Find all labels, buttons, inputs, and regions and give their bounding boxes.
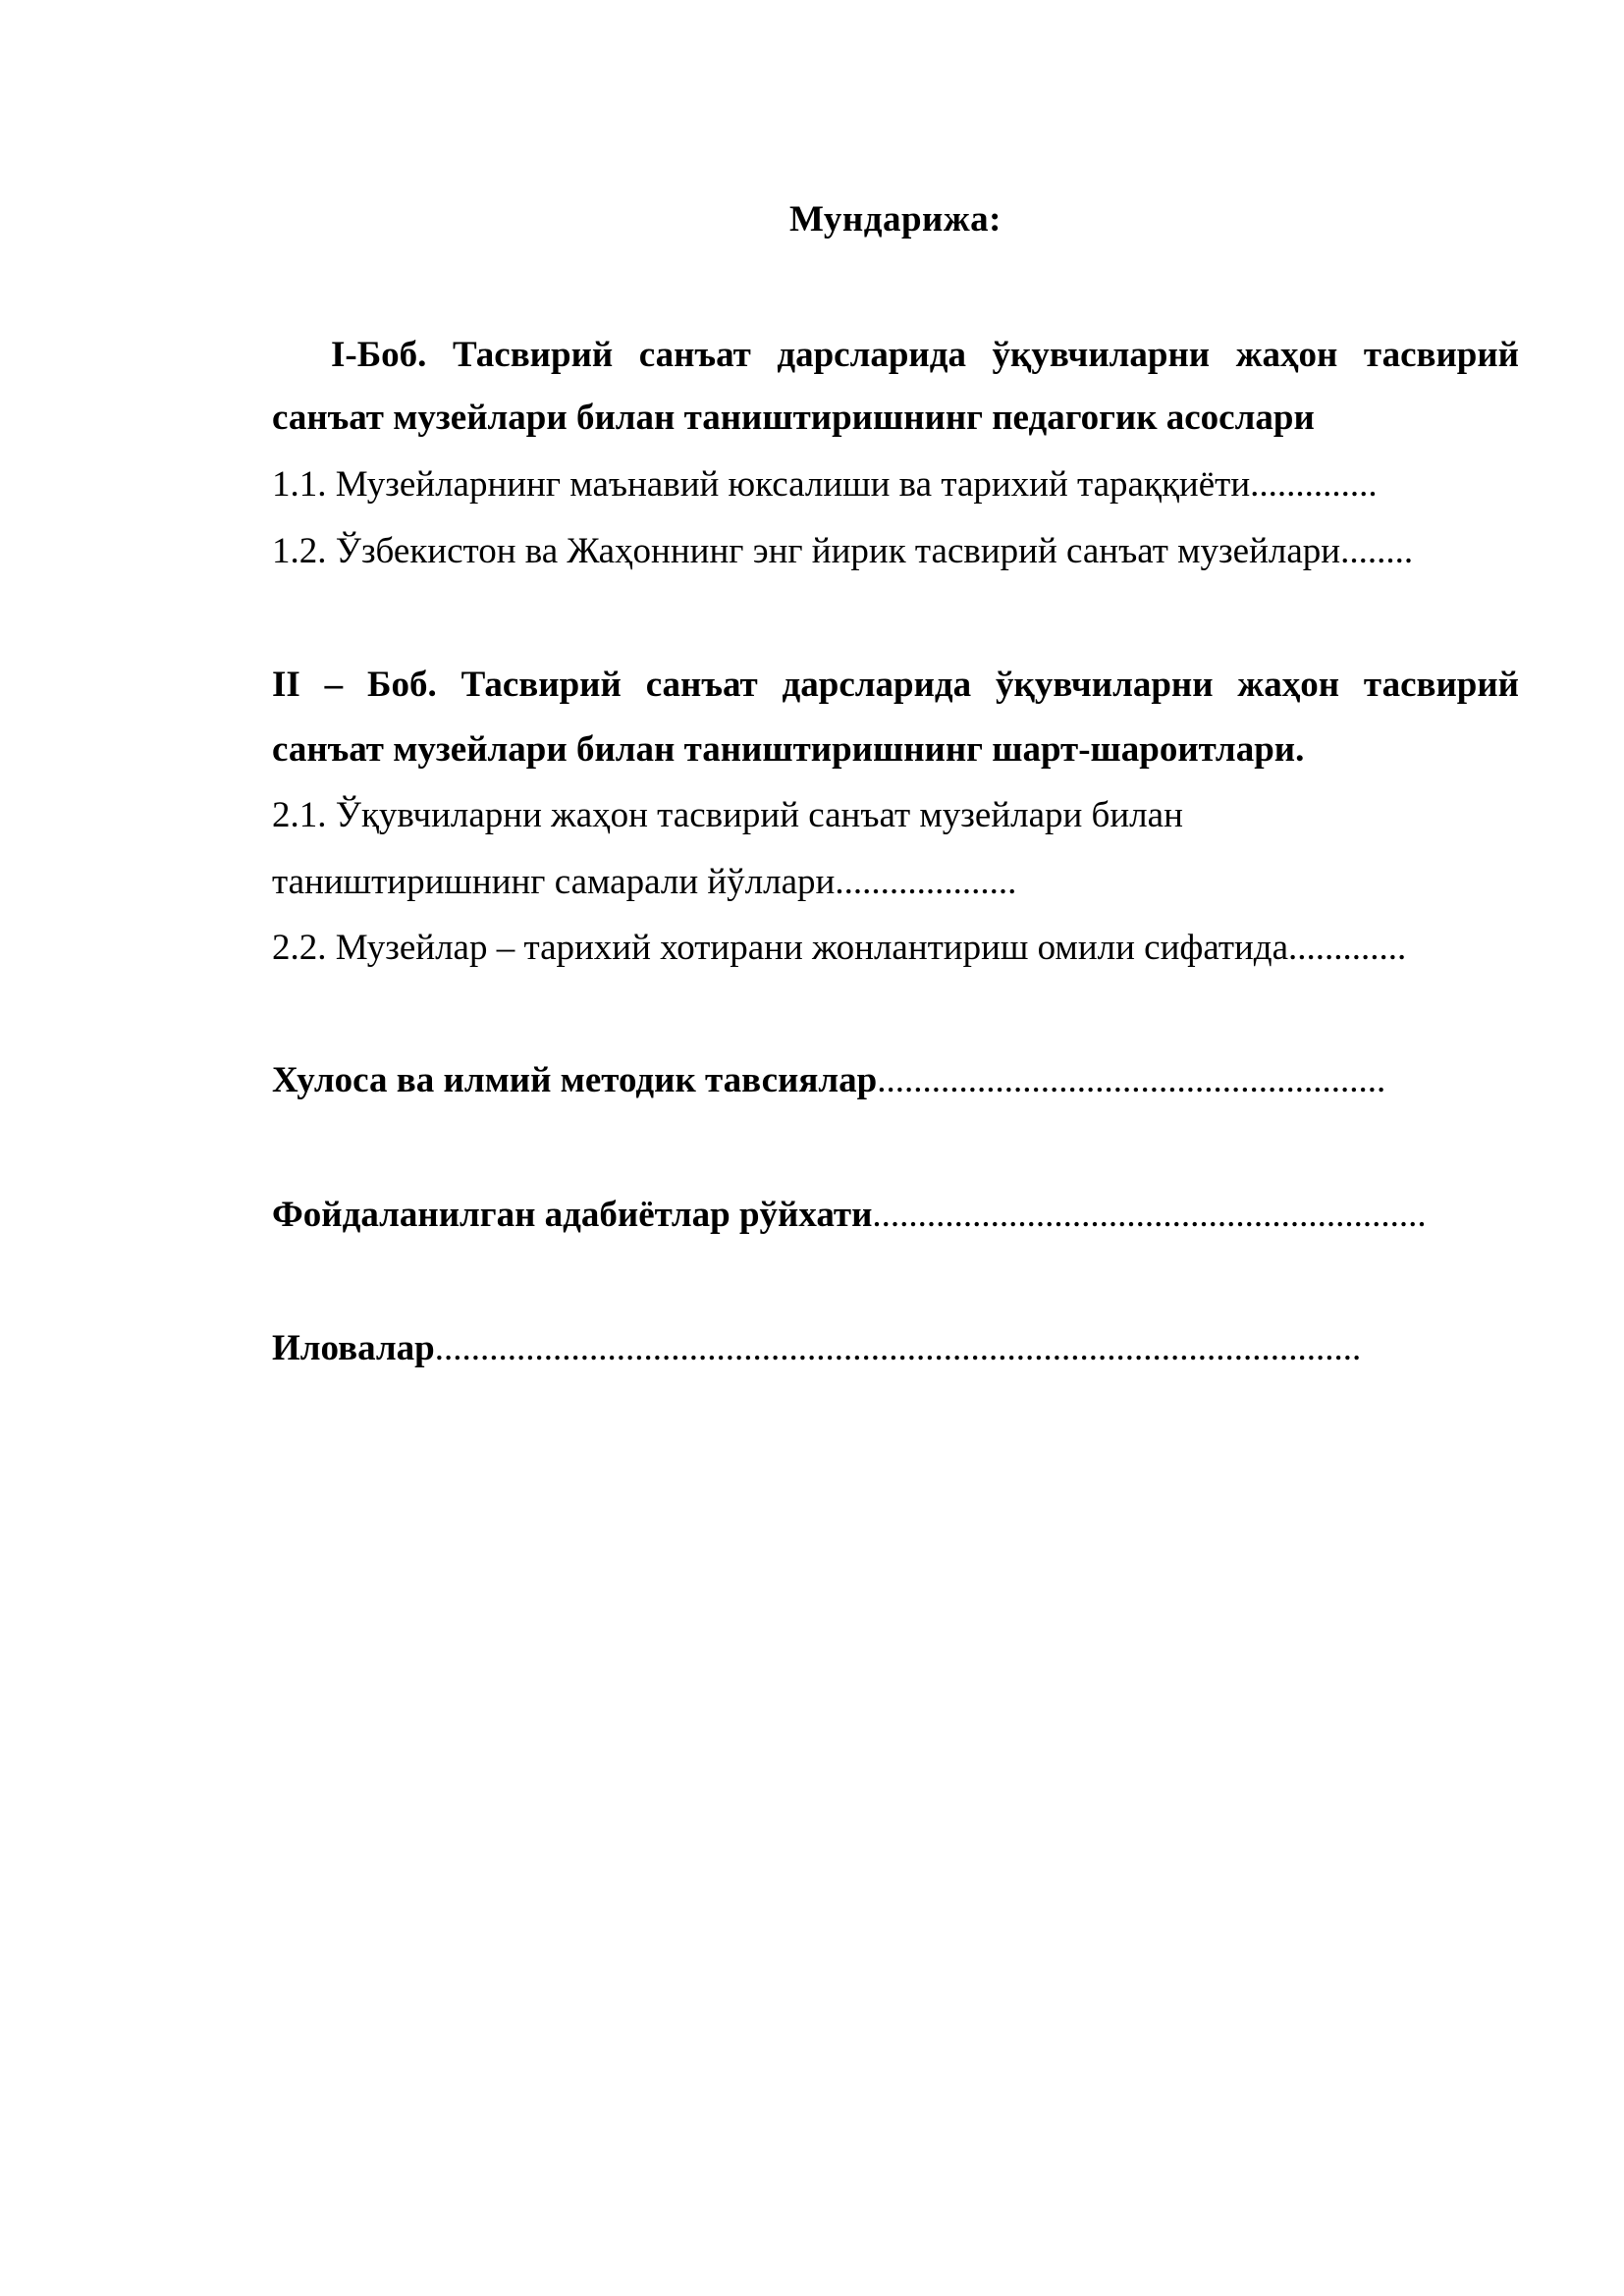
chapter1-heading-line2: санъат музейлари билан таништиришнинг педагогик асослари <box>272 398 1315 438</box>
toc-item-1-1: 1.1. Музейларнинг маънавий юксалиши ва тарихий тараққиёти.............. <box>272 464 1378 505</box>
toc-item-2-1-line1: 2.1. Ўқувчиларни жаҳон тасвирий санъат музейлари билан <box>272 795 1183 835</box>
appendix-label: Иловалар <box>272 1328 435 1368</box>
chapter2-heading-line1: II – Боб. Тасвирий санъат дарсларида ўқувчиларни жаҳон тасвирий <box>272 665 1519 705</box>
conclusion-label: Хулоса ва илмий методик тавсиялар <box>272 1060 878 1100</box>
conclusion-dots: ........................................................ <box>877 1060 1386 1100</box>
references-label: Фойдаланилган адабиётлар рўйхати <box>272 1195 873 1235</box>
toc-item-2-2: 2.2. Музейлар – тарихий хотирани жонлантириш омили сифатида............. <box>272 928 1407 968</box>
appendix-dots: ...................................................................................................... <box>434 1328 1362 1368</box>
toc-appendix <box>272 1325 1519 1372</box>
toc-item-2-1-line2: таништиришнинг самарали йўллари.................... <box>272 862 1017 902</box>
toc-references <box>272 1192 1519 1239</box>
page-title: Мундарижа: <box>788 199 1001 240</box>
chapter2-heading-line2: санъат музейлари билан таништиришнинг шарт-шароитлари. <box>272 729 1305 770</box>
toc-conclusion <box>272 1057 1519 1104</box>
toc-item-1-2: 1.2. Ўзбекистон ва Жаҳоннинг энг йирик тасвирий санъат музейлари........ <box>272 531 1414 571</box>
references-dots: ............................................................. <box>872 1195 1427 1235</box>
chapter1-heading-line1: I-Боб. Тасвирий санъат дарсларида ўқувчиларни жаҳон тасвирий <box>331 335 1519 375</box>
